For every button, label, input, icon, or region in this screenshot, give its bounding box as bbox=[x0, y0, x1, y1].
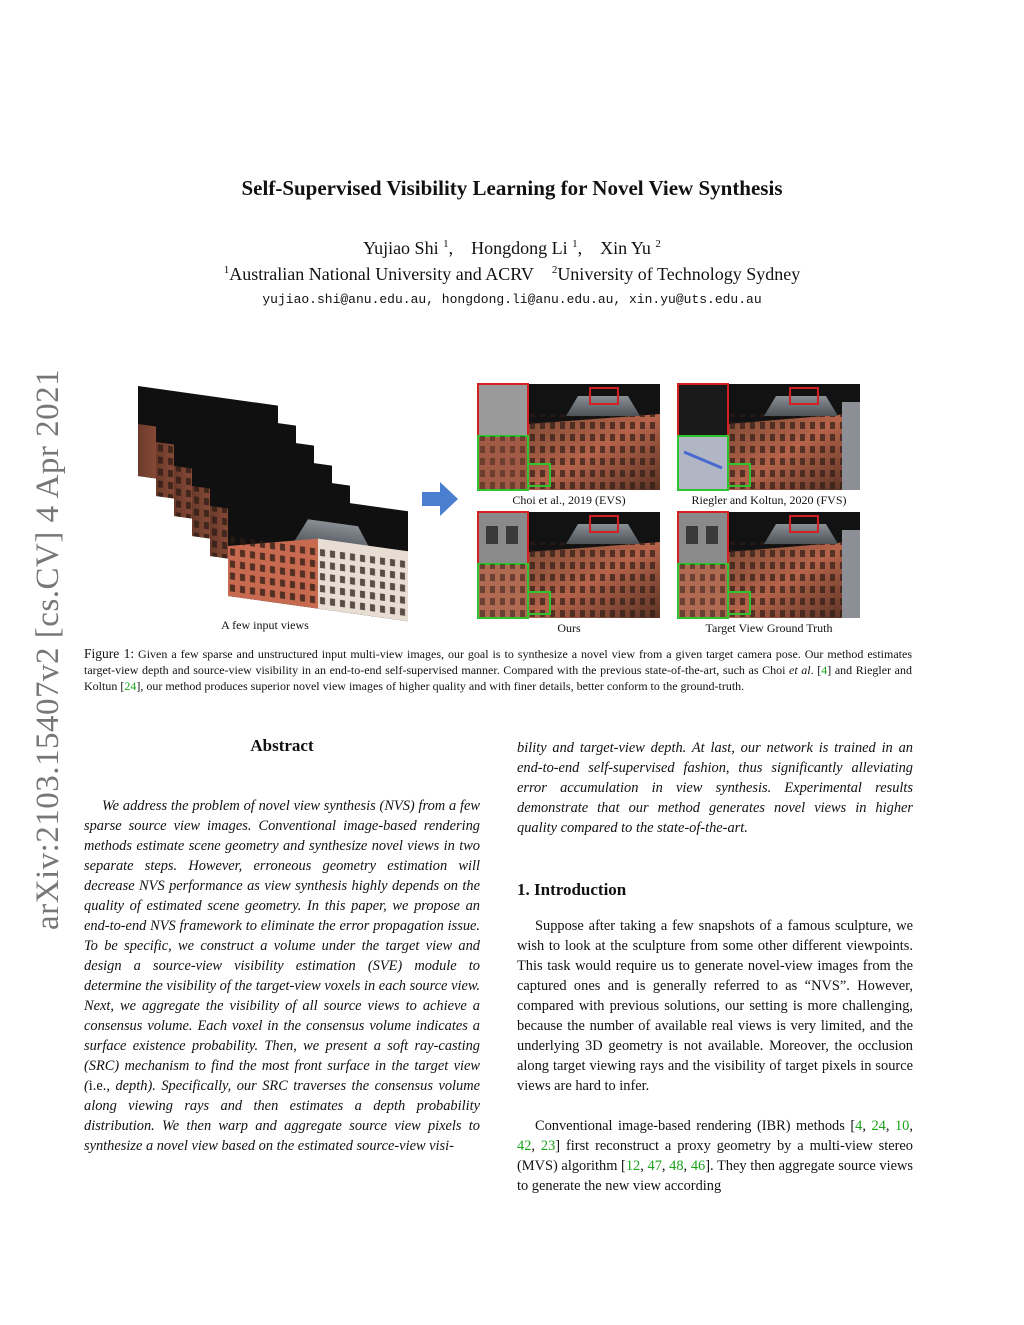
panel-label-ground-truth: Target View Ground Truth bbox=[705, 621, 833, 635]
paper-title: Self-Supervised Visibility Learning for Novel View Synthesis bbox=[241, 176, 783, 200]
panel-label-fvs: Riegler and Koltun, 2020 (FVS) bbox=[691, 493, 847, 507]
author-affiliation-mark: 1 bbox=[572, 238, 578, 250]
input-views-stack bbox=[138, 386, 408, 621]
right-arrow-icon bbox=[422, 482, 458, 516]
abstract-heading: Abstract bbox=[250, 736, 314, 755]
abstract-text: i.e. bbox=[88, 1078, 107, 1094]
result-panel-ours bbox=[478, 512, 660, 618]
author-name: Xin Yu bbox=[600, 238, 651, 258]
caption-italic: et al bbox=[789, 663, 811, 677]
citation-link[interactable]: 24 bbox=[124, 679, 137, 693]
affiliation-mark: 1 bbox=[223, 264, 230, 276]
intro-text: , bbox=[661, 1158, 670, 1174]
intro-paragraph: Suppose after taking a few snapshots of a famous sculpture, we wish to look at the sculpture from some other different viewpoints. This task would require us to generate novel-view images from the captured ones and is generally referred to as “NVS”. However, compared with previous solutions, our setting is more challenging, because the number of available real views is very limited, and the underlying 3D geometry is not available. Moreover, the occlusion along target viewing rays and the visibility of target pixels in source views are hard to infer. bbox=[517, 918, 913, 1094]
abstract-text: , depth). Specifically, our SRC traverses the consensus volume along viewing rays and then estimates a depth probability distribution. We then warp and aggregate source view pixels to synthesize a novel view based on the estimated source-view visi- bbox=[84, 1078, 480, 1154]
citation-link[interactable]: 46 bbox=[690, 1158, 706, 1174]
citation-link[interactable]: 4 bbox=[821, 663, 828, 677]
caption-text: Given a few sparse and unstructured input multi-view images, our goal is to synthesize a novel view from a given target camera pose. Our method estimates target-view depth and source-view visibility in an end-to-end self-supervised manner. Compared with the previous state-of-the-art, such as Choi bbox=[84, 647, 913, 677]
result-panel-ground-truth bbox=[678, 512, 860, 618]
author-name: Yujiao Shi bbox=[363, 238, 439, 258]
citation-link[interactable]: 12 bbox=[625, 1158, 641, 1174]
caption-text: . [ bbox=[810, 663, 822, 677]
affiliation-list bbox=[0, 264, 1024, 285]
citation-link[interactable]: 42 bbox=[517, 1138, 532, 1154]
abstract-paragraph bbox=[84, 796, 480, 1156]
intro-text: , bbox=[640, 1158, 648, 1174]
panel-label-evs: Choi et al., 2019 (EVS) bbox=[512, 493, 626, 507]
intro-text: , bbox=[683, 1158, 691, 1174]
citation-link[interactable]: 24 bbox=[871, 1118, 886, 1134]
citation-link[interactable]: 10 bbox=[894, 1118, 910, 1134]
affiliation-name: University of Technology Sydney bbox=[557, 264, 801, 284]
arxiv-identifier: arXiv:2103.15407v2 [cs.CV] 4 Apr 2021 bbox=[30, 368, 66, 930]
author-affiliation-mark: 1 bbox=[443, 238, 449, 250]
intro-text: , bbox=[909, 1118, 913, 1134]
author-emails: yujiao.shi@anu.edu.au, hongdong.li@anu.edu.au, xin.yu@uts.edu.au bbox=[262, 292, 762, 307]
intro-text: ]. They then aggregate source views to generate the new view according bbox=[517, 1158, 914, 1194]
caption-text: ], our method produces superior novel view images of higher quality and with finer details, better conform to the ground-truth. bbox=[136, 679, 745, 693]
intro-text: , bbox=[862, 1118, 872, 1134]
citation-link[interactable]: 4 bbox=[855, 1118, 863, 1134]
panel-label-ours: Ours bbox=[557, 621, 581, 635]
teaser-figure bbox=[130, 378, 866, 640]
result-panel-evs bbox=[478, 384, 660, 490]
result-panel-fvs bbox=[678, 384, 860, 490]
affiliation-name: Australian National University and ACRV bbox=[229, 264, 534, 284]
intro-text: ] first reconstruct a proxy geometry by a multi-view stereo (MVS) algorithm [ bbox=[517, 1138, 913, 1174]
abstract-continuation: bility and target-view depth. At last, our network is trained in an end-to-end self-supervised fashion, thus significantly alleviating error accumulation in view synthesis. Experimental results demonstrate that our method generates novel views in higher quality compared to the state-of-the-art. bbox=[517, 740, 913, 836]
citation-link[interactable]: 23 bbox=[540, 1138, 556, 1154]
citation-link[interactable]: 47 bbox=[647, 1158, 662, 1174]
intro-text: , bbox=[531, 1138, 541, 1154]
intro-text: , bbox=[885, 1118, 895, 1134]
intro-text: Conventional image-based rendering (IBR) methods [ bbox=[535, 1118, 856, 1134]
author-list: Yujiao Shi $^1$, Hongdong Li $^1$, Xin Yu $^2$ bbox=[363, 238, 661, 258]
citation-link[interactable]: 48 bbox=[669, 1158, 684, 1174]
section-heading-introduction: 1. Introduction bbox=[517, 880, 627, 899]
caption-text: ] and Riegler and Koltun [ bbox=[84, 663, 912, 693]
figure-caption bbox=[84, 646, 912, 694]
abstract-text: We address the problem of novel view synthesis (NVS) from a few sparse source view images. Conventional image-based rendering methods estimate scene geometry and synthesize novel views in two separate steps. However, erroneous geometry estimation will decrease NVS performance as view synthesis highly depends on the quality of estimated scene geometry. In this paper, we propose an end-to-end NVS framework to eliminate the error propagation issue. To be specific, we construct a volume under the target view and design a source-view visibility estimation (SVE) module to determine the visibility of the target-view voxels in each source view. Next, we aggregate the visibility of all source views to achieve a consensus volume. Each voxel in the consensus volume indicates a surface existence probability. Then, we present a soft ray-casting (SRC) mechanism to find the most front surface in the target view ( bbox=[84, 798, 480, 1094]
intro-paragraph bbox=[517, 1116, 913, 1196]
affiliation-mark: 2 bbox=[551, 264, 558, 276]
author-affiliation-mark: 2 bbox=[655, 238, 661, 250]
caption-label: Figure 1: bbox=[84, 646, 135, 661]
input-views-label: A few input views bbox=[221, 618, 309, 632]
author-name: Hongdong Li bbox=[471, 238, 568, 258]
